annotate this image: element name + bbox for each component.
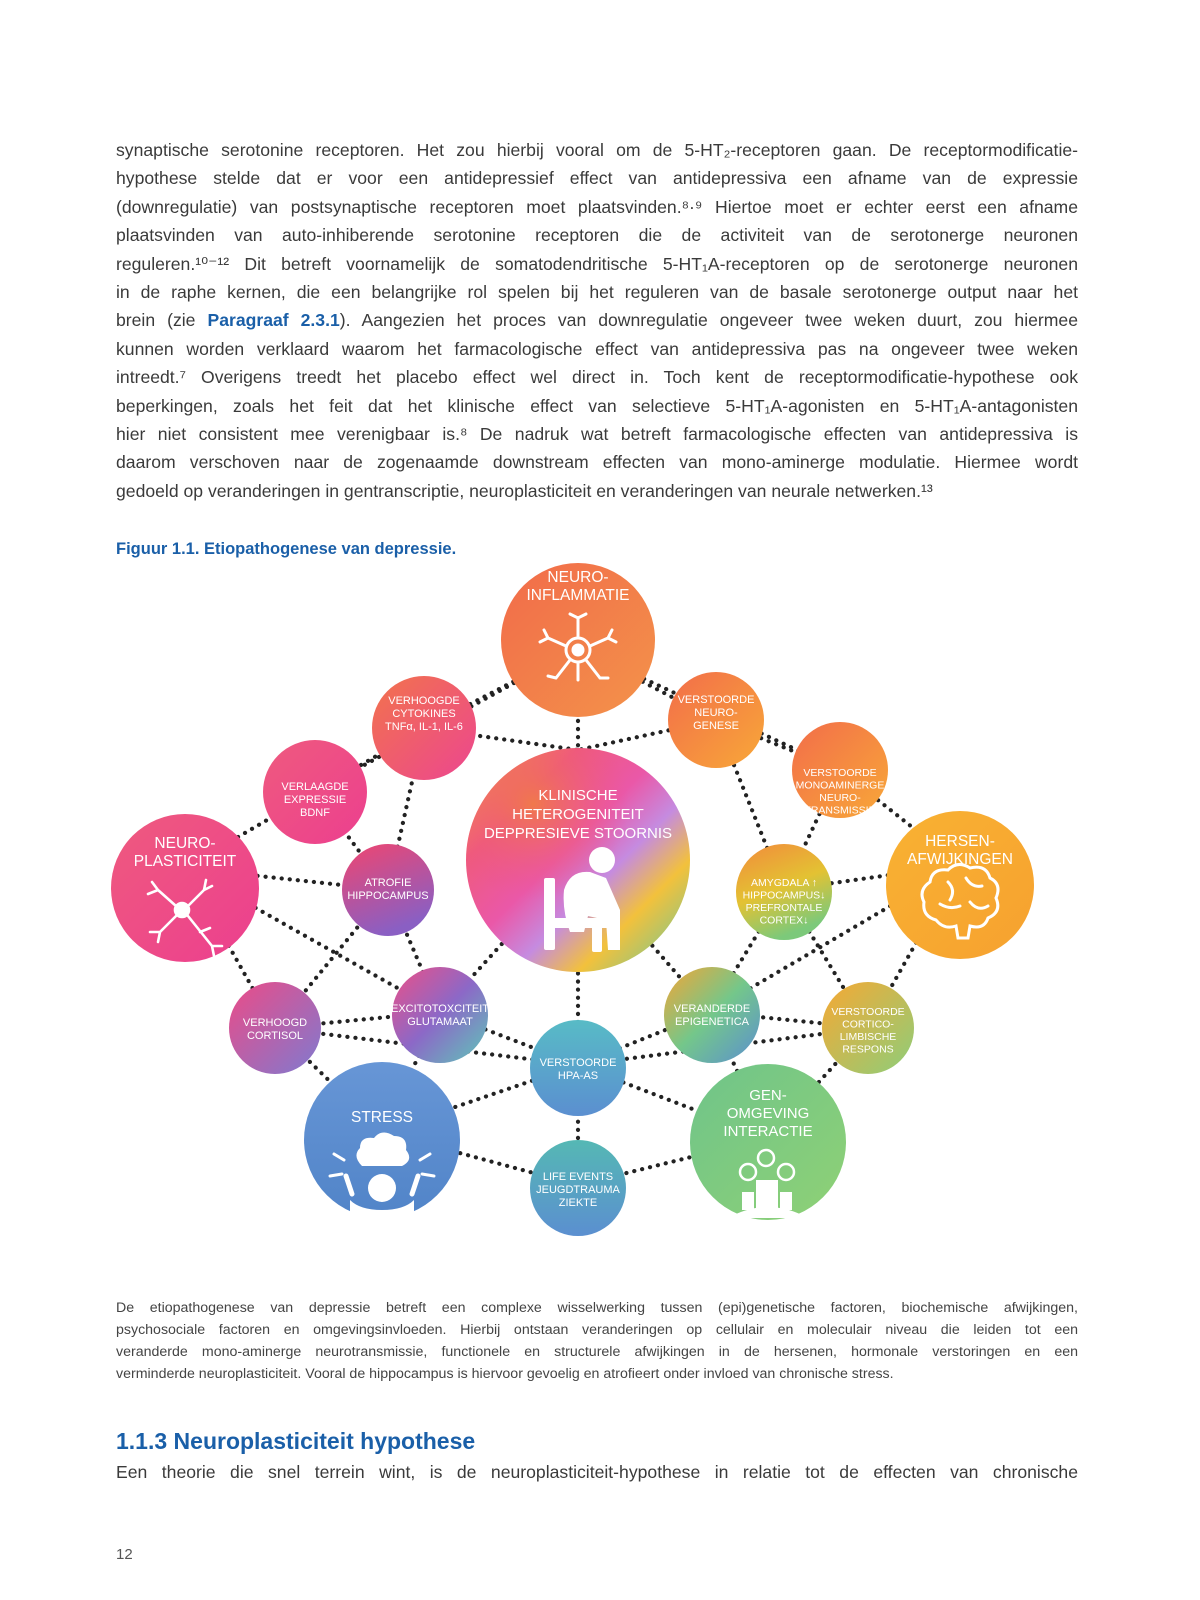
figure-title: Figuur 1.1. Etiopathogenese van depressie. xyxy=(116,540,457,558)
node-label: EXCITOTOXCITEIT GLUTAMAAT xyxy=(391,1003,489,1028)
section-heading: 1.1.3 Neuroplasticiteit hypothese xyxy=(116,1428,476,1454)
para-line: hypothese stelde dat er voor een antidepressief effect van antidepressiva een afname van de expressie xyxy=(116,168,1078,189)
node-hersen xyxy=(886,811,1034,959)
para-line-with-link: brein (zie Paragraaf 2.3.1). Aangezien het proces van downregulatie ongeveer twee weken duurt, zou hiermee xyxy=(116,310,1078,331)
node-label: NEURO-INFLAMMATIE xyxy=(526,569,630,604)
caption-line: veranderde mono-aminerge neurotransmissie, functionele en structurele afwijkingen in de hersenen, hormonale verstoringen en een xyxy=(116,1344,1078,1360)
node-label: VERANDERDE EPIGENETICA xyxy=(673,1003,751,1028)
node-label: VERLAAGDE EXPRESSIE BDNF xyxy=(281,781,349,819)
para-line: beperkingen, zoals het feit dat het klinische effect van selectieve 5-HT₁A-agonisten en 5-HT₁A-antagonisten xyxy=(116,395,1078,416)
node-atrofie xyxy=(342,844,434,936)
section-first-line: Een theorie die snel terrein wint, is de neuroplasticiteit-hypothese in relatie tot de effecten van chronische xyxy=(116,1462,1078,1482)
para-line: gedoeld op veranderingen in gentranscriptie, neuroplasticiteit en veranderingen van neurale netwerken.¹³ xyxy=(116,480,933,501)
node-neuroplasticiteit xyxy=(111,814,259,962)
node-label: STRESS xyxy=(350,1109,414,1126)
node-neuroinflammatie xyxy=(501,563,655,717)
node-neurogenese xyxy=(668,672,764,768)
node-label: GEN-OMGEVING INTERACTIE xyxy=(723,1087,813,1140)
node-stress xyxy=(304,1062,460,1224)
etiopathogenesis-diagram xyxy=(0,560,1200,1260)
node-label: NEURO-PLASTICITEIT xyxy=(133,835,237,870)
para-line: hier niet consistent mee verenigbaar is.⁸ De nadruk wat betreft farmacologische effecten van antidepressiva is xyxy=(116,423,1078,444)
node-label: VERSTOORDE NEURO-GENESE xyxy=(677,694,755,732)
node-cytokines xyxy=(372,676,476,780)
node-monoaminerge xyxy=(792,722,888,818)
node-hpa xyxy=(530,1020,626,1116)
para-line: (downregulatie) van postsynaptische receptoren moet plaatsvinden.⁸·⁹ Hiertoe moet er echter eerst een afname xyxy=(116,196,1078,217)
caption-line: De etiopathogenese van depressie betreft een complexe wisselwerking tussen (epi)genetische factoren, biochemische afwijkingen, xyxy=(116,1300,1078,1316)
node-label: KLINISCHE HETEROGENITEIT DEPPRESIEVE STOORNIS xyxy=(483,787,673,842)
node-cortico xyxy=(822,982,914,1074)
paragraph-link[interactable]: Paragraaf 2.3.1 xyxy=(207,310,340,331)
node-gen xyxy=(690,1064,846,1220)
node-label: VERHOOGD CORTISOL xyxy=(242,1017,308,1042)
node-label: VERSTOORDE HPA-AS xyxy=(539,1057,617,1082)
node-label: HERSEN-AFWIJKINGEN xyxy=(907,833,1013,868)
node-amygdala xyxy=(736,844,832,940)
node-label: LIFE EVENTS JEUGDTRAUMA ZIEKTE xyxy=(536,1171,620,1209)
node-klinische xyxy=(466,748,690,972)
caption-line: verminderde neuroplasticiteit. Vooral de hippocampus is hiervoor gevoelig en atrofieert onder invloed van chronische stress. xyxy=(116,1366,894,1382)
node-label: VERSTOORDE MONOAMINERGE NEURO-TRANSMISSIE xyxy=(795,767,885,817)
node-bdnf xyxy=(263,740,367,844)
node-cortisol xyxy=(229,982,321,1074)
para-line: plaatsvinden van auto-inhiberende serotonine receptoren die de activiteit van de serotonerge neuronen xyxy=(116,225,1078,246)
node-excito xyxy=(391,967,489,1063)
para-line: intreedt.⁷ Overigens treedt het placebo effect wel direct in. Toch kent de receptormodificatie-hypothese ook xyxy=(116,367,1078,388)
page-number: 12 xyxy=(116,1546,133,1563)
node-life xyxy=(530,1140,626,1236)
node-label: ATROFIE HIPPOCAMPUS xyxy=(347,877,429,902)
para-line: in de raphe kernen, die een belangrijke rol spelen bij het reguleren van de basale serotonerge output naar het xyxy=(116,281,1078,302)
node-epigenetica xyxy=(664,967,760,1063)
node-label: VERSTOORDE CORTICO-LIMBISCHE RESPONS xyxy=(831,1006,905,1056)
node-label: VERHOOGDE CYTOKINES TNFα, IL-1, IL-6 xyxy=(385,695,463,733)
para-line: daarom verschoven naar de zogenaamde downstream effecten van mono-aminerge modulatie. Hiermee wordt xyxy=(116,452,1078,473)
para-line: synaptische serotonine receptoren. Het zou hierbij vooral om de 5-HT₂-receptoren gaan. De receptormodificatie- xyxy=(116,140,1078,160)
node-label: AMYGDALA ↑ HIPPOCAMPUS↓ PREFRONTALE CORTEX↓ xyxy=(742,877,826,927)
body-paragraph xyxy=(116,136,1078,505)
para-line: kunnen worden verklaard waarom het farmacologische effect van antidepressiva pas na ongeveer twee weken xyxy=(116,338,1078,359)
figure-caption xyxy=(116,1297,1078,1385)
caption-line: psychosociale factoren en omgevingsinvloeden. Hierbij ontstaan veranderingen op cellulair en moleculair niveau die leiden tot een xyxy=(116,1322,1078,1338)
para-line: reguleren.¹⁰⁻¹² Dit betreft voornamelijk de somatodendritische 5-HT₁A-receptoren op de serotonerge neuronen xyxy=(116,253,1078,274)
